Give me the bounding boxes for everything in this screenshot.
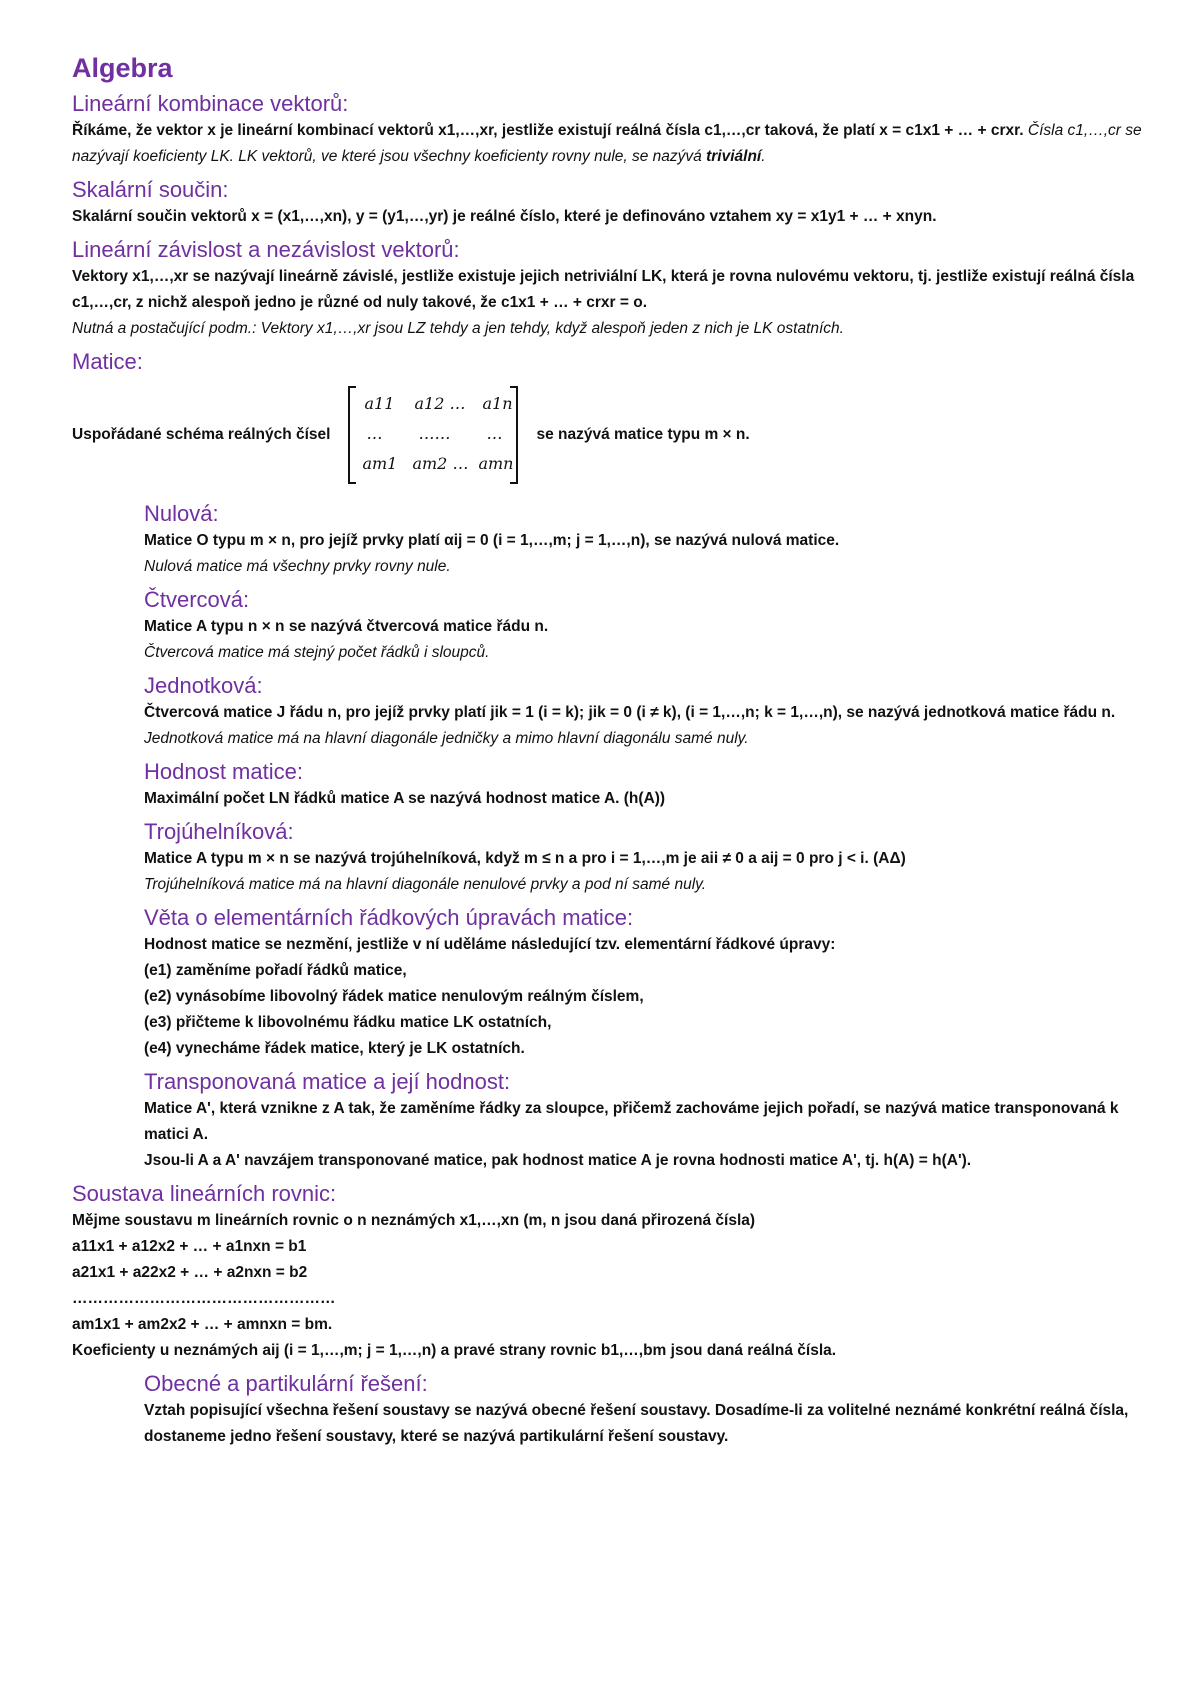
section-transpose: [144, 1068, 1142, 1174]
document-page: [72, 52, 1142, 1456]
definition-text: Matice A', která vznikne z A tak, že zaměníme řádky za sloupce, přičemž zachováme jejich pořadí, se nazývá matice transponovaná k matici A.: [144, 1100, 1119, 1143]
section-dependence: [72, 236, 1142, 342]
theorem-text: Jsou-li A a A' navzájem transponované matice, pak hodnost matice A je rovna hodnosti matice A', tj. h(A) = h(A').: [144, 1152, 972, 1169]
matrix-cell: a12 …: [414, 394, 466, 413]
section-heading: Matice:: [72, 349, 143, 374]
definition-text: Říkáme, že vektor x je lineární kombinací vektorů x1,…,xr, jestliže existují reálná čísla c1,…,cr taková, že platí x = c1x1 + … + crxr.: [72, 122, 1024, 139]
section-heading: Hodnost matice:: [144, 759, 303, 784]
left-bracket: [348, 386, 356, 484]
note-text: Čtvercová matice má stejný počet řádků i sloupců.: [144, 644, 490, 661]
section-heading: Obecné a partikulární řešení:: [144, 1371, 428, 1396]
matrix-cell: …: [486, 424, 503, 443]
matrix-cell: amn: [478, 454, 514, 473]
intro-text: Hodnost matice se nezmění, jestliže v ní uděláme následující tzv. elementární řádkové úpravy:: [144, 936, 836, 953]
section-heading: Věta o elementárních řádkových úpravách matice:: [144, 905, 634, 930]
section-linear-system: [72, 1180, 1142, 1364]
section-heading: Skalární součin:: [72, 177, 229, 202]
section-identity-matrix: [144, 672, 1142, 752]
definition-text: Čtvercová matice J řádu n, pro jejíž prvky platí jik = 1 (i = k); jik = 0 (i ≠ k), (i = 1,…,n; k = 1,…,n), se nazývá jednotková matice řádu n.: [144, 704, 1116, 721]
matrix-cell: ……: [418, 424, 451, 443]
equation: a21x1 + a22x2 + … + a2nxn = b2: [72, 1264, 308, 1281]
section-heading: Soustava lineárních rovnic:: [72, 1181, 337, 1206]
section-matrix: [72, 348, 1142, 490]
definition-text: Matice A typu m × n se nazývá trojúhelníková, když m ≤ n a pro i = 1,…,m je aii ≠ 0 a aij = 0 pro j < i. (AΔ): [144, 850, 906, 867]
matrix-cell: …: [366, 424, 383, 443]
intro-text: Mějme soustavu m lineárních rovnic o n neznámých x1,…,xn (m, n jsou daná přirozená čísla): [72, 1212, 756, 1229]
note-text: Jednotková matice má na hlavní diagonále jedničky a mimo hlavní diagonálu samé nuly.: [144, 730, 749, 747]
list-item: (e1) zaměníme pořadí řádků matice,: [144, 962, 407, 979]
section-triangular: [144, 818, 1142, 898]
term-trivial: triviální: [706, 148, 762, 165]
section-linear-combination: [72, 90, 1142, 170]
section-heading: Trojúhelníková:: [144, 819, 294, 844]
section-heading: Transponovaná matice a její hodnost:: [144, 1069, 511, 1094]
note-text: Čísla c1,…,cr se nazývají koeficienty LK. LK vektorů, ve které jsou všechny koeficienty rovny nule, se nazývá: [72, 122, 1142, 165]
matrix-scheme: [348, 386, 518, 484]
note-text: Nulová matice má všechny prvky rovny nule.: [144, 558, 451, 575]
section-rank: [144, 758, 1142, 812]
equation-dots: ……………………………………………: [72, 1290, 336, 1307]
matrix-definition: [72, 380, 1142, 490]
section-zero-matrix: [144, 500, 1142, 580]
note-text: Nutná a postačující podm.: Vektory x1,…,xr jsou LZ tehdy a jen tehdy, když alespoň jeden z nich je LK ostatních.: [72, 320, 844, 337]
section-heading: Lineární kombinace vektorů:: [72, 91, 349, 116]
document-title: Algebra: [72, 53, 173, 83]
definition-text: Matice A typu n × n se nazývá čtvercová matice řádu n.: [144, 618, 549, 635]
section-heading: Jednotková:: [144, 673, 263, 698]
matrix-cell: a1n: [482, 394, 513, 413]
equation: a11x1 + a12x2 + … + a1nxn = b1: [72, 1238, 307, 1255]
list-item: (e3) přičteme k libovolnému řádku matice LK ostatních,: [144, 1014, 552, 1031]
matrix-cell: a11: [364, 394, 395, 413]
section-heading: Lineární závislost a nezávislost vektorů:: [72, 237, 460, 262]
matrix-cell: am1: [362, 454, 398, 473]
matrix-label: Uspořádané schéma reálných čísel: [72, 426, 331, 443]
matrix-cell: am2 …: [412, 454, 469, 473]
outro-text: Koeficienty u neznámých aij (i = 1,…,m; j = 1,…,n) a pravé strany rovnic b1,…,bm jsou daná reálná čísla.: [72, 1342, 837, 1359]
note-text: Trojúhelníková matice má na hlavní diagonále nenulové prvky a pod ní samé nuly.: [144, 876, 707, 893]
equation: am1x1 + am2x2 + … + amnxn = bm.: [72, 1316, 333, 1333]
note-end: .: [761, 148, 766, 165]
definition-text: Matice O typu m × n, pro jejíž prvky platí αij = 0 (i = 1,…,m; j = 1,…,n), se nazývá nulová matice.: [144, 532, 840, 549]
definition-text: Skalární součin vektorů x = (x1,…,xn), y = (y1,…,yr) je reálné číslo, které je definováno vztahem xy = x1y1 + … + xnyn.: [72, 208, 937, 225]
section-heading: Nulová:: [144, 501, 219, 526]
paragraph: [72, 118, 1142, 170]
section-elementary-operations: [144, 904, 1142, 1062]
list-item: (e2) vynásobíme libovolný řádek matice nenulovým reálným číslem,: [144, 988, 644, 1005]
section-square-matrix: [144, 586, 1142, 666]
section-scalar-product: [72, 176, 1142, 230]
section-solution: [144, 1370, 1142, 1450]
list-item: (e4) vynecháme řádek matice, který je LK ostatních.: [144, 1040, 525, 1057]
definition-text: Maximální počet LN řádků matice A se nazývá hodnost matice A. (h(A)): [144, 790, 666, 807]
definition-text: Vztah popisující všechna řešení soustavy se nazývá obecné řešení soustavy. Dosadíme-li za volitelné neznámé konkrétní reálná čísla, dostaneme jedno řešení soustavy, které se nazývá partikulární řešení soustavy.: [144, 1402, 1129, 1445]
definition-text: Vektory x1,…,xr se nazývají lineárně závislé, jestliže existuje jejich netriviální LK, která je rovna nulovému vektoru, tj. jestliže existují reálná čísla c1,…,cr, z nichž alespoň jedno je různé od nuly takové, že c1x1 + … + crxr = o.: [72, 268, 1135, 311]
matrix-type-text: se nazývá matice typu m × n.: [536, 426, 750, 443]
section-heading: Čtvercová:: [144, 587, 250, 612]
